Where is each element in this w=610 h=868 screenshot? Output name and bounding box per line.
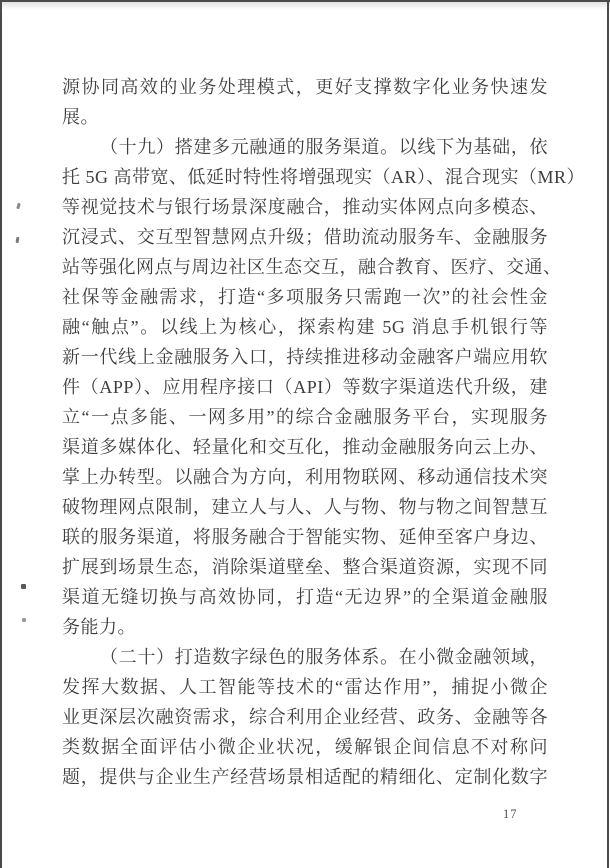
text-line: 立“一点多能、一网多用”的综合金融服务平台，实现服务 [62,407,548,427]
text-line: 联的服务渠道，将服务融合于智能实物、延伸至客户身边、 [62,527,548,547]
scan-smudge-mark [16,237,20,243]
page-number: 17 [503,807,518,821]
text-line: 等视觉技术与银行场景深度融合，推动实体网点向多模态、 [62,197,548,217]
text-line: 业更深层次融资需求，综合利用企业经营、政务、金融等各 [62,707,548,727]
text-line: 发挥大数据、人工智能等技术的“雷达作用”，捕捉小微企 [62,677,548,697]
text-line: 展。 [62,107,99,127]
text-line: 类数据全面评估小微企业状况，缓解银企间信息不对称问 [62,737,548,757]
text-line: 沉浸式、交互型智慧网点升级；借助流动服务车、金融服务 [62,227,548,247]
text-line: （十九）搭建多元融通的服务渠道。以线下为基础，依 [100,137,548,157]
text-line: 站等强化网点与周边社区生态交互，融合教育、医疗、交通、 [62,257,562,277]
scan-smudge-mark [22,618,26,622]
text-line: 题，提供与企业生产经营场景相适配的精细化、定制化数字 [62,767,548,787]
text-line: 掌上办转型。以融合为方向，利用物联网、移动通信技术突 [62,467,548,487]
scan-edge-left [0,0,2,868]
text-line: 托 5G 高带宽、低延时特性将增强现实（AR）、混合现实（MR） [62,167,586,187]
text-line: 破物理网点限制，建立人与人、人与物、物与物之间智慧互 [62,497,548,517]
text-line: 渠道多媒体化、轻量化和交互化，推动金融服务向云上办、 [62,437,548,457]
text-line: 融“触点”。以线上为核心，探索构建 5G 消息手机银行等 [62,317,548,337]
text-line: 务能力。 [62,617,136,637]
document-text-block [62,72,586,792]
scan-edge-right [607,2,609,868]
scan-edge-top-shadow [0,2,610,10]
scan-smudge-mark [21,584,26,589]
text-line: 源协同高效的业务处理模式，更好支撑数字化业务快速发 [62,77,548,97]
text-line: 扩展到场景生态，消除渠道壁垒、整合渠道资源，实现不同 [62,557,548,577]
text-line: 社保等金融需求，打造“多项服务只需跑一次”的社会性金 [62,287,548,307]
scan-smudge-mark [16,203,21,210]
text-line: 件（APP）、应用程序接口（API）等数字渠道迭代升级，建 [62,377,548,397]
text-line: 新一代线上金融服务入口，持续推进移动金融客户端应用软 [62,347,548,367]
text-line: 渠道无缝切换与高效协同，打造“无边界”的全渠道金融服 [62,587,548,607]
text-line: （二十）打造数字绿色的服务体系。在小微金融领域， [100,647,548,667]
